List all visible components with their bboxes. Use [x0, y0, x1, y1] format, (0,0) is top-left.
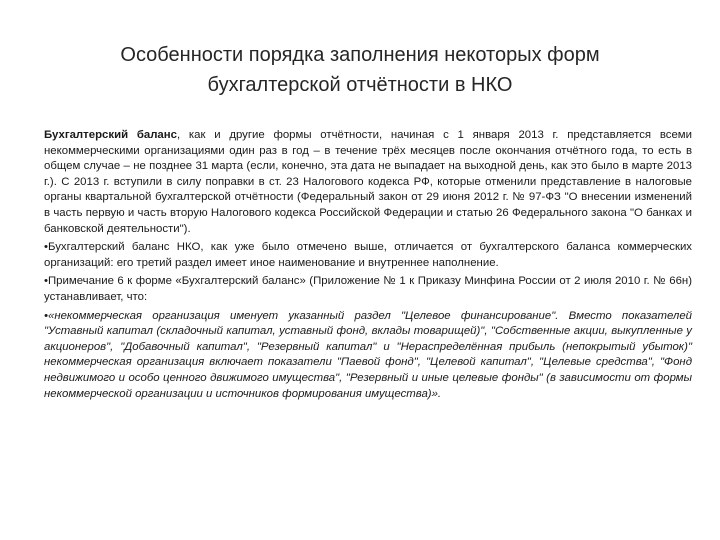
bold-term: Бухгалтерский баланс	[44, 129, 177, 141]
title-line-1: Особенности порядка заполнения некоторых форм	[120, 44, 600, 66]
slide-content	[44, 128, 692, 405]
slide-title	[40, 40, 680, 100]
bullet-quote: •«некоммерческая организация именует указанный раздел "Целевое финансирование". Вместо показателей "Уставный капитал (складочный капитал, уставный фонд, вклады товарищей)", "Собственные акции, выкупленные у акционеров", "Добавочный капитал", "Резервный капитал" и "Нераспределённая прибыль (непокрытый убыток)" некоммерческая организация включает показатели "Паевой фонд", "Целевой капитал", "Целевые средства", "Фонд недвижимого и особо ценного движимого имущества", "Резервный и иные целевые фонды" (в зависимости от формы некоммерческой организации и источников формирования имущества)».	[44, 309, 692, 400]
bullet-nko-balance: •Бухгалтерский баланс НКО, как уже было отмечено выше, отличается от бухгалтерского баланса коммерческих организаций: его третий раздел имеет иное наименование и внутреннее наполнение.	[44, 241, 692, 269]
bullet-note-6: •Примечание 6 к форме «Бухгалтерский баланс» (Приложение № 1 к Приказу Минфина России от 2 июля 2010 г. № 66н) устанавливает, что:	[44, 275, 692, 303]
paragraph-balance-text: , как и другие формы отчётности, начиная с 1 января 2013 г. представляется всеми некоммерческими организациями один раз в год – в течение трёх месяцев после окончания отчётного года, то есть в общем случае – не позднее 31 марта (если, конечно, эта дата не выпадает на выходной день, как это было в марте 2013 г.). С 2013 г. вступили в силу поправки в ст. 23 Налогового кодекса РФ, которые отменили представление в налоговые органы квартальной бухгалтерской отчётности (Федеральный закон от 29 июня 2012 г. № 97-ФЗ "О внесении изменений в часть первую и часть вторую Налогового кодекса Российской Федерации и статью 26 Федерального закона "О банках и банковской деятельности").	[44, 129, 692, 235]
title-line-2: бухгалтерской отчётности в НКО	[207, 74, 513, 96]
paragraph-balance	[44, 128, 692, 237]
